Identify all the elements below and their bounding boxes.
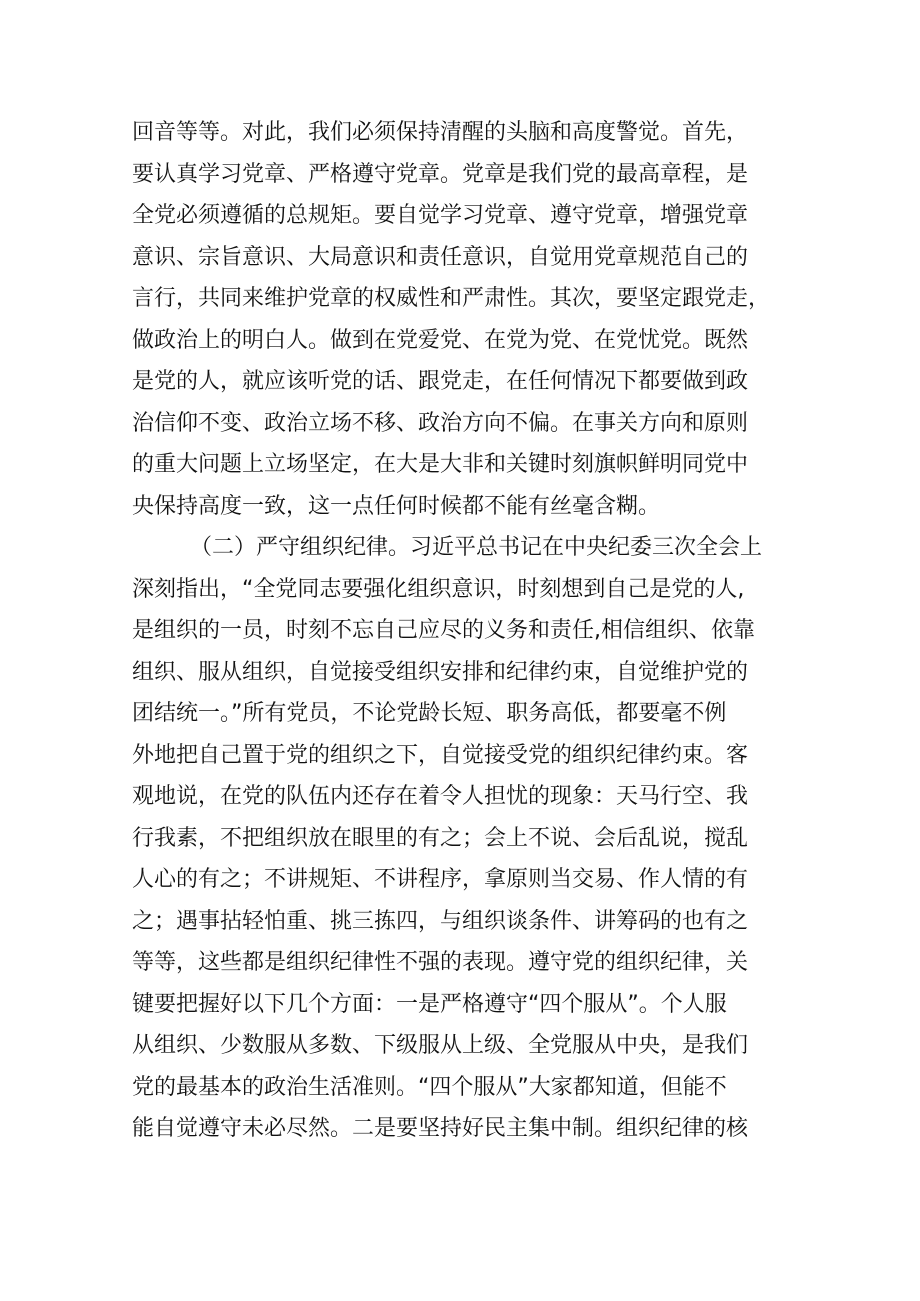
text-line: 做政治上的明白人。做到在党爱党、在党为党、在党忧党。既然 <box>132 327 749 353</box>
text-line: 治信仰不变、政治立场不移、政治方向不偏。在事关方向和原则 <box>132 410 749 436</box>
text-line: 意识、宗旨意识、大局意识和责任意识，自觉用党章规范自己的 <box>132 244 749 270</box>
text-line: 要认真学习党章、严格遵守党章。党章是我们党的最高章程，是 <box>132 161 749 187</box>
body-text <box>132 112 812 1150</box>
text-line: 观地说，在党的队伍内还存在着令人担忧的现象：天马行空、我 <box>132 784 749 809</box>
text-line: 等等，这些都是组织纪律性不强的表现。遵守党的组织纪律，关 <box>132 950 749 975</box>
text-line: 组织、服从组织，自觉接受组织安排和纪律约束，自觉维护党的 <box>132 659 749 685</box>
text-line: 的重大问题上立场坚定，在大是大非和关键时刻旗帜鲜明同党中 <box>132 452 749 477</box>
text-line: 团结统一。”所有党员，不论党龄长短、职务高低，都要毫不例 <box>132 701 727 726</box>
text-line: 从组织、少数服从多数、下级服从上级、全党服从中央，是我们 <box>132 1033 749 1058</box>
text-line: 外地把自己置于党的组织之下，自觉接受党的组织纪律约束。客 <box>132 742 749 768</box>
section-heading-line: （二）严守组织纪律。习近平总书记在中央纪委三次全会上 <box>190 535 763 560</box>
text-line: 能自觉遵守未必尽然。二是要坚持好民主集中制。组织纪律的核 <box>132 1116 749 1141</box>
text-line: 回音等等。对此，我们必须保持清醒的头脑和高度警觉。首先， <box>132 120 749 145</box>
text-line: 深刻指出，“全党同志要强化组织意识，时刻想到自己是党的人, <box>132 576 745 602</box>
text-line: 人心的有之；不讲规矩、不讲程序，拿原则当交易、作人情的有 <box>132 867 749 892</box>
text-line: 央保持高度一致，这一点任何时候都不能有丝毫含糊。 <box>132 493 661 519</box>
text-line: 是组织的一员，时刻不忘自己应尽的义务和责任,相信组织、依靠 <box>132 618 755 643</box>
text-line: 是党的人，就应该听党的话、跟党走，在任何情况下都要做到政 <box>132 369 749 394</box>
text-line: 全党必须遵循的总规矩。要自觉学习党章、遵守党章，增强党章 <box>132 203 749 228</box>
text-line: 言行，共同来维护党章的权威性和严肃性。其次，要坚定跟党走， <box>132 286 771 311</box>
text-line: 党的最基本的政治生活准则。“四个服从”大家都知道，但能不 <box>132 1074 727 1100</box>
text-line: 键要把握好以下几个方面：一是严格遵守“四个服从”。个人服 <box>132 991 727 1017</box>
text-line: 之；遇事拈轻怕重、挑三拣四，与组织谈条件、讲筹码的也有之 <box>132 908 749 934</box>
text-line: 行我素，不把组织放在眼里的有之；会上不说、会后乱说，搅乱 <box>132 825 749 851</box>
